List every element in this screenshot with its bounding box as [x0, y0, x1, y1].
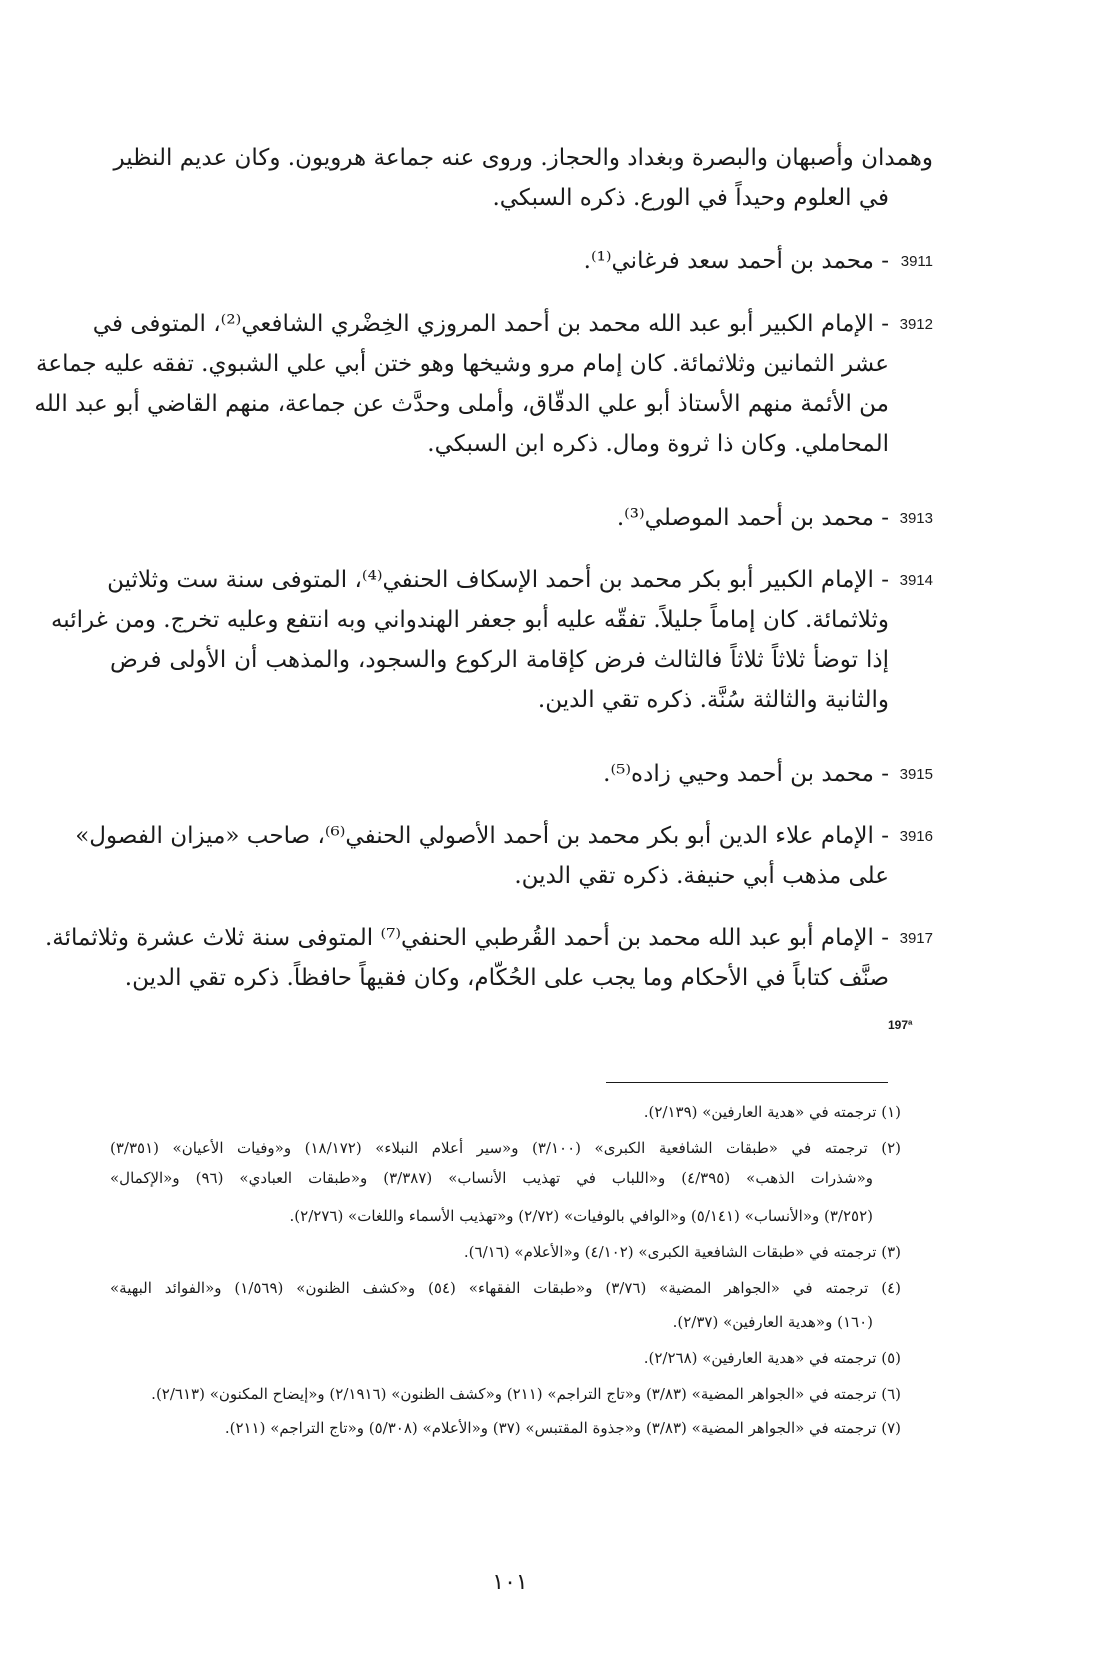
page-number: ١٠١ [492, 1570, 528, 1595]
footnote-line: (٥) ترجمته في «هدية العارفين» (٢/٢٦٨). [643, 1349, 901, 1367]
footnote-line: (١) ترجمته في «هدية العارفين» (٢/١٣٩). [643, 1103, 901, 1121]
footnote-line: (٧) ترجمته في «الجواهر المضية» (٣/٨٣) و«جذوة المقتبس» (٣٧) و«الأعلام» (٥/٣٠٨) و«تاج التراجم» (٢١١). [224, 1419, 901, 1437]
entry-line: صنَّف كتاباً في الأحكام وما يجب على الحُكّام، وكان فقيهاً حافظاً. ذكره تقي الدين. [124, 965, 889, 991]
entry-number: 3912 [899, 316, 933, 333]
entry-line: - محمد بن أحمد الموصلي⁽³⁾. [616, 505, 889, 531]
footnote-line: (٣) ترجمته في «طبقات الشافعية الكبرى» (٤/١٠٢) و«الأعلام» (٦/١٦). [463, 1243, 901, 1261]
entry-line: إذا توضأ ثلاثاً ثلاثاً فالثالث فرض كإقامة الركوع والسجود، والمذهب أن الأولى فرض [110, 647, 889, 673]
entry-line: على مذهب أبي حنيفة. ذكره تقي الدين. [514, 863, 889, 889]
entry-line: - محمد بن أحمد وحيي زاده⁽⁵⁾. [603, 761, 889, 787]
footnote-line: (١٦٠) و«هدية العارفين» (٢/٣٧). [672, 1313, 873, 1331]
footnote-line: (٣/٢٥٢) و«الأنساب» (٥/١٤١) و«الوافي بالوفيات» (٢/٧٢) و«تهذيب الأسماء واللغات» (٢/٢٧٦). [289, 1207, 873, 1225]
footnote-line: (٦) ترجمته في «الجواهر المضية» (٣/٨٣) و«تاج التراجم» (٢١١) و«كشف الظنون» (٢/١٩١٦) و«إيضاح المكنون» (٢/٦١٣). [151, 1385, 901, 1403]
entry-number: 3917 [899, 930, 933, 947]
footnote-line: و«شذرات الذهب» (٤/٣٩٥) و«اللباب في تهذيب الأنساب» (٣/٣٨٧) و«طبقات العبادي» (٩٦) و«الإكمال» [110, 1169, 873, 1187]
entry-number: 3911 [900, 253, 933, 270]
entry-number: 3916 [899, 828, 933, 845]
entry-line: - الإمام أبو عبد الله محمد بن أحمد القُرطبي الحنفي⁽⁷⁾ المتوفى سنة ثلاث عشرة وثلاثمائة. [44, 925, 889, 951]
entry-line: عشر الثمانين وثلاثمائة. كان إمام مرو وشيخها وهو ختن أبي علي الشبوي. تفقه عليه جماعة [36, 351, 889, 377]
entry-line: - محمد بن أحمد سعد فرغاني⁽¹⁾. [583, 248, 889, 274]
intro-line: وهمدان وأصبهان والبصرة وبغداد والحجاز. وروى عنه جماعة هرويون. وكان عديم النظير [113, 145, 933, 171]
entry-line: - الإمام الكبير أبو عبد الله محمد بن أحمد المروزي الخِضْري الشافعي⁽²⁾، المتوفى في [92, 311, 889, 337]
entry-line: - الإمام الكبير أبو بكر محمد بن أحمد الإسكاف الحنفي⁽⁴⁾، المتوفى سنة ست وثلاثين [107, 567, 889, 593]
entry-line: والثانية والثالثة سُنَّة. ذكره تقي الدين. [537, 687, 889, 713]
entry-number: 3915 [899, 766, 933, 783]
footnote-separator [606, 1082, 888, 1083]
entry-line: من الأئمة منهم الأستاذ أبو علي الدقّاق، وأملى وحدَّث عن جماعة، منهم القاضي أبو عبد الله [34, 391, 889, 417]
intro-line: في العلوم وحيداً في الورع. ذكره السبكي. [492, 185, 889, 211]
footnote-line: (٤) ترجمته في «الجواهر المضية» (٣/٧٦) و«طبقات الفقهاء» (٥٤) و«كشف الظنون» (١/٥٦٩) و«الفوائد البهية» [110, 1279, 901, 1297]
folio-marker: 197ª [888, 1018, 913, 1032]
entry-line: - الإمام علاء الدين أبو بكر محمد بن أحمد الأصولي الحنفي⁽⁶⁾، صاحب «ميزان الفصول» [75, 823, 889, 849]
entry-line: وثلاثمائة. كان إماماً جليلاً. تفقّه عليه أبو جعفر الهندواني وبه انتفع وعليه تخرج. ومن غرائبه [50, 607, 889, 633]
entry-number: 3914 [899, 572, 933, 589]
entry-number: 3913 [899, 510, 933, 527]
footnote-line: (٢) ترجمته في «طبقات الشافعية الكبرى» (٣/١٠٠) و«سير أعلام النبلاء» (١٨/١٧٢) و«وفيات الأعيان» (٣/٣٥١) [110, 1139, 901, 1157]
entry-line: المحاملي. وكان ذا ثروة ومال. ذكره ابن السبكي. [427, 431, 889, 457]
